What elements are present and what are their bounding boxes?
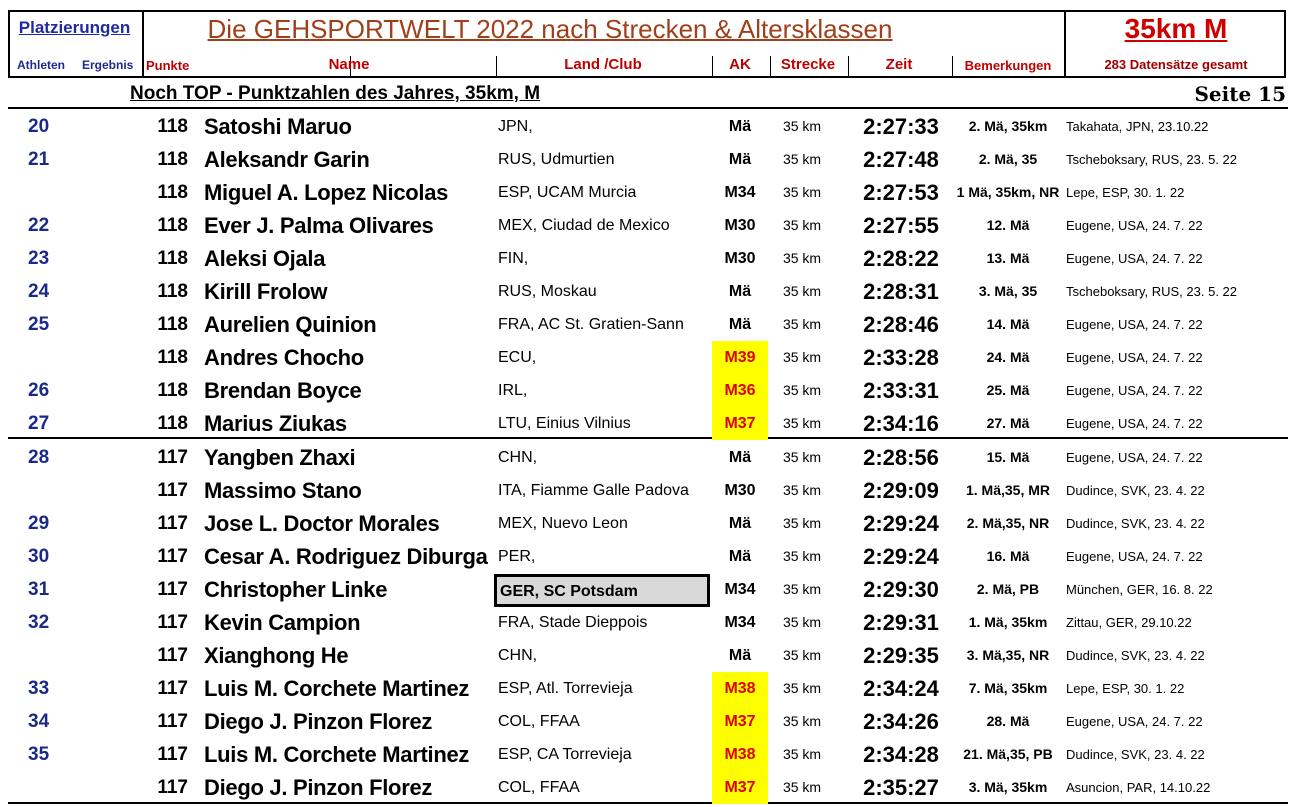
remarks-cell: 2. Mä,35, NR: [966, 515, 1050, 531]
venue-date-cell: Dudince, SVK, 23. 4. 22: [1066, 483, 1205, 498]
time-cell: 2:28:22: [863, 246, 939, 271]
points-cell: 117: [157, 546, 188, 567]
time-cell: 2:28:46: [863, 312, 939, 337]
name-cell: Yangben Zhaxi: [204, 445, 356, 470]
points-cell: 118: [157, 116, 188, 137]
age-class-cell: Mä: [728, 151, 752, 168]
rank-cell: 29: [28, 513, 50, 534]
time-cell: 2:27:48: [863, 147, 939, 172]
distance-cell: 35 km: [782, 515, 822, 531]
age-class-cell: Mä: [728, 449, 752, 466]
age-class-cell: Mä: [728, 515, 752, 532]
table-row: [0, 573, 1296, 606]
remarks-cell: 3. Mä,35, NR: [966, 647, 1050, 663]
rank-cell: 35: [28, 744, 50, 765]
remarks-cell: 15. Mä: [986, 449, 1030, 465]
distance-cell: 35 km: [782, 680, 822, 696]
remarks-cell: 27. Mä: [986, 415, 1030, 431]
page-number: Seite 15: [1194, 82, 1286, 106]
country-club-cell: ESP, CA Torrevieja: [498, 746, 632, 763]
points-cell: 118: [157, 413, 188, 434]
remarks-cell: 28. Mä: [986, 713, 1030, 729]
table-row: [0, 407, 1296, 440]
table-row: [0, 176, 1296, 209]
table-top-rule: [8, 107, 1288, 109]
table-row: [0, 639, 1296, 672]
age-class-cell: M30: [724, 250, 756, 267]
age-class-cell: M37: [712, 771, 768, 804]
time-cell: 2:29:30: [863, 577, 939, 602]
points-cell: 117: [157, 744, 188, 765]
country-club-cell: ITA, Fiamme Galle Padova: [498, 482, 689, 499]
distance-cell: 35 km: [782, 746, 822, 762]
name-cell: Luis M. Corchete Martinez: [204, 742, 470, 767]
country-club-cell: LTU, Einius Vilnius: [498, 415, 631, 432]
name-cell: Aleksi Ojala: [204, 246, 326, 271]
country-club-cell: FRA, Stade Dieppois: [498, 614, 648, 631]
name-cell: Ever J. Palma Olivares: [204, 213, 434, 238]
divider: [1064, 12, 1066, 76]
country-club-cell: ESP, UCAM Murcia: [498, 184, 637, 201]
remarks-cell: 7. Mä, 35km: [968, 680, 1048, 696]
table-row: [0, 540, 1296, 573]
venue-date-cell: Eugene, USA, 24. 7. 22: [1066, 317, 1203, 332]
time-cell: 2:33:31: [863, 378, 939, 403]
table-row: [0, 275, 1296, 308]
distance-cell: 35 km: [782, 151, 822, 167]
col-header-strecke: Strecke: [780, 56, 836, 73]
points-cell: 118: [157, 215, 188, 236]
venue-date-cell: Eugene, USA, 24. 7. 22: [1066, 383, 1203, 398]
points-cell: 118: [157, 281, 188, 302]
venue-date-cell: Lepe, ESP, 30. 1. 22: [1066, 185, 1185, 200]
distance-cell: 35 km: [782, 283, 822, 299]
table-row: [0, 308, 1296, 341]
remarks-cell: 16. Mä: [986, 548, 1030, 564]
points-cell: 118: [157, 380, 188, 401]
country-club-cell: PER,: [498, 548, 536, 565]
age-class-cell: Mä: [728, 118, 752, 135]
venue-date-cell: Dudince, SVK, 23. 4. 22: [1066, 747, 1205, 762]
table-row: [0, 242, 1296, 275]
points-cell: 118: [157, 149, 188, 170]
table-row: [0, 143, 1296, 176]
venue-date-cell: Dudince, SVK, 23. 4. 22: [1066, 648, 1205, 663]
country-club-cell: JPN,: [498, 118, 533, 135]
venue-date-cell: Eugene, USA, 24. 7. 22: [1066, 218, 1203, 233]
country-club-cell: GER, SC Potsdam: [494, 574, 710, 607]
col-header-zeit: Zeit: [885, 56, 913, 73]
name-cell: Luis M. Corchete Martinez: [204, 676, 470, 701]
distance-cell: 35 km: [782, 647, 822, 663]
remarks-cell: 14. Mä: [986, 316, 1030, 332]
table-row: [0, 110, 1296, 143]
points-cell: 117: [157, 777, 188, 798]
points-cell: 117: [157, 447, 188, 468]
rank-cell: 26: [28, 380, 50, 401]
time-cell: 2:27:33: [863, 114, 939, 139]
remarks-cell: 1. Mä, 35km: [968, 614, 1048, 630]
rank-cell: 28: [28, 447, 50, 468]
col-header-bemerkungen: Bemerkungen: [964, 58, 1052, 73]
remarks-cell: 3. Mä, 35km: [968, 779, 1048, 795]
distance-cell: 35 km: [782, 349, 822, 365]
table-row: [0, 474, 1296, 507]
country-club-cell: COL, FFAA: [498, 779, 580, 796]
col-header-land: Land /Club: [564, 56, 642, 73]
age-class-cell: M36: [712, 374, 768, 407]
age-class-cell: M34: [724, 184, 756, 201]
country-club-cell: FIN,: [498, 250, 529, 267]
rank-cell: 27: [28, 413, 50, 434]
time-cell: 2:34:24: [863, 676, 939, 701]
name-cell: Miguel A. Lopez Nicolas: [204, 180, 449, 205]
age-class-cell: M34: [724, 581, 756, 598]
time-cell: 2:34:26: [863, 709, 939, 734]
venue-date-cell: Asuncion, PAR, 14.10.22: [1066, 780, 1211, 795]
name-cell: Brendan Boyce: [204, 378, 362, 403]
remarks-cell: 2. Mä, 35km: [968, 118, 1048, 134]
country-club-cell: IRL,: [498, 382, 528, 399]
time-cell: 2:28:31: [863, 279, 939, 304]
name-cell: Kirill Frolow: [204, 279, 328, 304]
time-cell: 2:29:09: [863, 478, 939, 503]
time-cell: 2:29:24: [863, 511, 939, 536]
country-club-cell: RUS, Moskau: [498, 283, 597, 300]
rank-cell: 25: [28, 314, 50, 335]
remarks-cell: 2. Mä, 35: [978, 151, 1038, 167]
table-row: [0, 606, 1296, 639]
rank-cell: 34: [28, 711, 50, 732]
distance-cell: 35 km: [782, 382, 822, 398]
table-row: [0, 209, 1296, 242]
rank-cell: 23: [28, 248, 50, 269]
name-cell: Diego J. Pinzon Florez: [204, 709, 433, 734]
col-header-punkte: Punkte: [146, 58, 190, 73]
distance-cell: 35 km: [782, 614, 822, 630]
age-class-cell: Mä: [728, 548, 752, 565]
country-club-cell: FRA, AC St. Gratien-Sann: [498, 316, 684, 333]
points-cell: 118: [157, 314, 188, 335]
venue-date-cell: Tscheboksary, RUS, 23. 5. 22: [1066, 152, 1238, 167]
venue-date-cell: Takahata, JPN, 23.10.22: [1066, 119, 1209, 134]
remarks-cell: 13. Mä: [986, 250, 1030, 266]
rank-cell: 32: [28, 612, 50, 633]
venue-date-cell: München, GER, 16. 8. 22: [1066, 582, 1213, 597]
divider: [142, 12, 144, 76]
table-row: [0, 771, 1296, 804]
distance-cell: 35 km: [782, 415, 822, 431]
rank-cell: 33: [28, 678, 50, 699]
subtitle: Noch TOP - Punktzahlen des Jahres, 35km, M: [130, 83, 541, 104]
name-cell: Cesar A. Rodriguez Diburga: [204, 544, 488, 569]
venue-date-cell: Dudince, SVK, 23. 4. 22: [1066, 516, 1205, 531]
time-cell: 2:27:55: [863, 213, 939, 238]
remarks-cell: 25. Mä: [986, 382, 1030, 398]
time-cell: 2:29:24: [863, 544, 939, 569]
table-row: [0, 672, 1296, 705]
points-cell: 117: [157, 678, 188, 699]
name-cell: Xianghong He: [204, 643, 349, 668]
platzierungen-link[interactable]: Platzierungen: [18, 18, 131, 37]
name-cell: Andres Chocho: [204, 345, 364, 370]
dataset-count: 283 Datensätze gesamt: [1104, 57, 1248, 72]
country-club-cell: CHN,: [498, 449, 538, 466]
time-cell: 2:29:31: [863, 610, 939, 635]
distance-cell: 35 km: [782, 713, 822, 729]
distance-cell: 35 km: [782, 118, 822, 134]
name-cell: Satoshi Maruo: [204, 114, 352, 139]
name-cell: Diego J. Pinzon Florez: [204, 775, 433, 800]
page-title: Die GEHSPORTWELT 2022 nach Strecken & Altersklassen: [207, 14, 893, 44]
name-cell: Aleksandr Garin: [204, 147, 370, 172]
distance-cell: 35 km: [782, 316, 822, 332]
rank-cell: 21: [28, 149, 50, 170]
points-cell: 117: [157, 513, 188, 534]
age-class-cell: M30: [724, 482, 756, 499]
table-row: [0, 341, 1296, 374]
name-cell: Christopher Linke: [204, 577, 388, 602]
country-club-cell: ECU,: [498, 349, 537, 366]
points-cell: 117: [157, 612, 188, 633]
distance-cell: 35 km: [782, 449, 822, 465]
table-row: [0, 507, 1296, 540]
time-cell: 2:29:35: [863, 643, 939, 668]
distance-cell: 35 km: [782, 548, 822, 564]
points-cell: 117: [157, 645, 188, 666]
distance-cell: 35 km: [782, 482, 822, 498]
age-class-cell: Mä: [728, 283, 752, 300]
rank-cell: 22: [28, 215, 50, 236]
distance-cell: 35 km: [782, 581, 822, 597]
venue-date-cell: Lepe, ESP, 30. 1. 22: [1066, 681, 1185, 696]
rank-cell: 24: [28, 281, 50, 302]
age-class-cell: M37: [712, 407, 768, 440]
name-cell: Jose L. Doctor Morales: [204, 511, 440, 536]
remarks-cell: 21. Mä,35, PB: [963, 746, 1053, 762]
rank-cell: 30: [28, 546, 50, 567]
time-cell: 2:34:28: [863, 742, 939, 767]
col-header-ak: AK: [729, 56, 751, 73]
remarks-cell: 2. Mä, PB: [976, 581, 1040, 597]
distance-title[interactable]: 35km M: [1124, 13, 1228, 44]
country-club-cell: ESP, Atl. Torrevieja: [498, 680, 633, 697]
age-class-cell: Mä: [728, 316, 752, 333]
venue-date-cell: Eugene, USA, 24. 7. 22: [1066, 714, 1203, 729]
remarks-cell: 1 Mä, 35km, NR: [956, 184, 1060, 200]
table-row: [0, 441, 1296, 474]
age-class-cell: M39: [712, 341, 768, 374]
country-club-cell: CHN,: [498, 647, 538, 664]
remarks-cell: 24. Mä: [986, 349, 1030, 365]
name-cell: Marius Ziukas: [204, 411, 347, 436]
distance-cell: 35 km: [782, 217, 822, 233]
table-row: [0, 705, 1296, 738]
time-cell: 2:28:56: [863, 445, 939, 470]
remarks-cell: 12. Mä: [986, 217, 1030, 233]
points-cell: 117: [157, 480, 188, 501]
venue-date-cell: Zittau, GER, 29.10.22: [1066, 615, 1192, 630]
ergebnis-link[interactable]: Ergebnis: [82, 58, 134, 72]
time-cell: 2:27:53: [863, 180, 939, 205]
name-cell: Kevin Campion: [204, 610, 361, 635]
age-class-cell: M37: [712, 705, 768, 738]
distance-cell: 35 km: [782, 184, 822, 200]
name-cell: Massimo Stano: [204, 478, 362, 503]
country-club-cell: RUS, Udmurtien: [498, 151, 615, 168]
remarks-cell: 1. Mä,35, MR: [965, 482, 1051, 498]
points-cell: 118: [157, 248, 188, 269]
rank-cell: 31: [28, 579, 50, 600]
venue-date-cell: Eugene, USA, 24. 7. 22: [1066, 350, 1203, 365]
venue-date-cell: Tscheboksary, RUS, 23. 5. 22: [1066, 284, 1238, 299]
name-cell: Aurelien Quinion: [204, 312, 377, 337]
venue-date-cell: Eugene, USA, 24. 7. 22: [1066, 450, 1203, 465]
time-cell: 2:33:28: [863, 345, 939, 370]
points-cell: 117: [157, 711, 188, 732]
age-class-cell: M38: [712, 672, 768, 705]
athleten-link[interactable]: Athleten: [17, 58, 65, 72]
age-class-cell: M38: [712, 738, 768, 771]
time-cell: 2:34:16: [863, 411, 939, 436]
rank-cell: 20: [28, 116, 50, 137]
venue-date-cell: Eugene, USA, 24. 7. 22: [1066, 251, 1203, 266]
age-class-cell: M30: [724, 217, 756, 234]
col-header-name: Name: [328, 56, 370, 73]
distance-cell: 35 km: [782, 779, 822, 795]
country-club-cell: MEX, Ciudad de Mexico: [498, 217, 670, 234]
table-row: [0, 374, 1296, 407]
table-row: [0, 738, 1296, 771]
country-club-cell: MEX, Nuevo Leon: [498, 515, 628, 532]
age-class-cell: M34: [724, 614, 756, 631]
remarks-cell: 3. Mä, 35: [978, 283, 1038, 299]
age-class-cell: Mä: [728, 647, 752, 664]
country-club-cell: COL, FFAA: [498, 713, 580, 730]
points-cell: 118: [157, 182, 188, 203]
points-cell: 118: [157, 347, 188, 368]
distance-cell: 35 km: [782, 250, 822, 266]
venue-date-cell: Eugene, USA, 24. 7. 22: [1066, 549, 1203, 564]
time-cell: 2:35:27: [863, 775, 939, 800]
venue-date-cell: Eugene, USA, 24. 7. 22: [1066, 416, 1203, 431]
points-cell: 117: [157, 579, 188, 600]
